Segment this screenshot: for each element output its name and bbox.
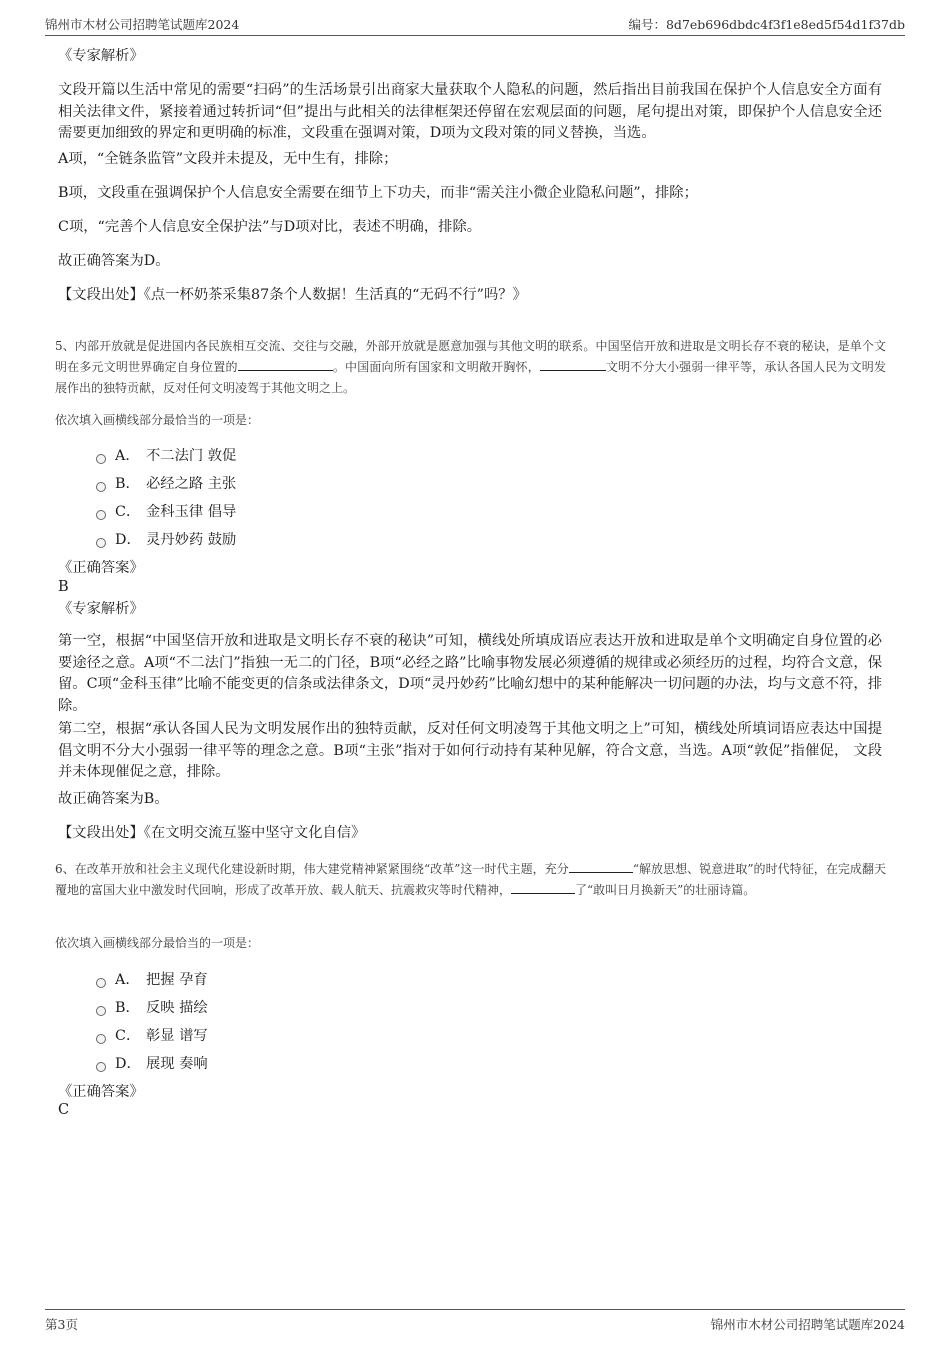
q6-option-d[interactable]: D． 展现 奏响 (96, 1052, 208, 1074)
q5-source: 【文段出处】《在文明交流互鉴中坚守文化自信》 (58, 825, 366, 841)
q5-answer: B (58, 579, 69, 595)
q5-analysis-p2: 第二空，根据“承认各国人民为文明发展作出的独特贡献，反对任何文明凌驾于其他文明之上”可知，横线处所填词语应表达中国提倡文明不分大小强弱一律平等的理念之意。B项“主张”指对于如何行动持有某种见解，符合文意，当选。A项“敦促”指催促， 文段并未体现催促之意，排除。 (58, 721, 882, 780)
q4-source: 【文段出处】《点一杯奶茶采集87条个人数据！生活真的“无码不行”吗？》 (58, 287, 527, 303)
q4-analysis-label: 《专家解析》 (58, 48, 144, 64)
q5-blank-1 (238, 358, 333, 371)
page-footer (45, 1309, 905, 1334)
q5-analysis-p3: 故正确答案为B。 (58, 791, 169, 807)
q5-option-c[interactable]: C． 金科玉律 倡导 (96, 500, 236, 522)
q5-answer-label: 《正确答案》 (58, 560, 144, 576)
q6-option-c[interactable]: C． 彰显 谱写 (96, 1024, 208, 1046)
q4-analysis-p4: C项，“完善个人信息安全保护法”与D项对比，表述不明确，排除。 (58, 219, 482, 235)
page-number: 第3页 (45, 1317, 78, 1332)
q5-analysis-p1: 第一空，根据“中国坚信开放和进取是文明长存不衰的秘诀”可知，横线处所填成语应表达开放和进取是单个文明确定自身位置的必要途径之意。A项“不二法门”指独一无二的门径，B项“必经之路”比喻事物发展必须遵循的规律或必须经历的过程，均符合文意，保留。C项“金科玉律”比喻不能变更的信条或法律条文，D项“灵丹妙药”比喻幻想中的某种能解决一切问题的办法，均与文意不符，排除。 (58, 633, 882, 714)
q4-analysis-p3: B项，文段重在强调保护个人信息安全需要在细节上下功夫，而非“需关注小微企业隐私问题”，排除； (58, 185, 698, 201)
q5-instruction: 依次填入画横线部分最恰当的一项是： (55, 413, 260, 427)
q4-analysis-p1: 文段开篇以生活中常见的需要“扫码”的生活场景引出商家大量获取个人隐私的问题，然后指出目前我国在保护个人信息安全方面有相关法律文件，紧接着通过转折词“但”提出与此相关的法律框架还停留在宏观层面的问题，尾句提出对策，即保护个人信息安全还需要更加细致的界定和更明确的标准，文段重在强调对策，D项为文段对策的同义替换，当选。 (58, 82, 882, 141)
q6-stem: 6、在改革开放和社会主义现代化建设新时期，伟大建党精神紧紧围绕“改革”这一时代主题，充分 “解放思想、锐意进取”的时代特征，在完成翻天覆地的富国大业中激发时代回响，形成了改革开放、载人航天、抗震救灾等时代精神， 了“敢叫日月换新天”的壮丽诗篇。 (55, 862, 886, 897)
q5-analysis-label: 《专家解析》 (58, 601, 144, 617)
radio-icon[interactable] (96, 1006, 106, 1016)
radio-icon[interactable] (96, 1034, 106, 1044)
radio-icon[interactable] (96, 1062, 106, 1072)
header-title: 锦州市木材公司招聘笔试题库2024 (45, 17, 240, 32)
q6-answer-label: 《正确答案》 (58, 1084, 144, 1100)
q6-blank-2 (511, 881, 575, 894)
q4-analysis-p2: A项，“全链条监管”文段并未提及，无中生有，排除； (58, 151, 398, 167)
q5-option-b[interactable]: B． 必经之路 主张 (96, 472, 236, 494)
q5-stem: 5、内部开放就是促进国内各民族相互交流、交往与交融，外部开放就是愿意加强与其他文明的联系。中国坚信开放和进取是文明长存不衰的秘诀，是单个文明在多元文明世界确定自身位置的 。中国面向所有国家和文明敞开胸怀， 文明不分大小强弱一律平等，承认各国人民为文明发展作出的独特贡献，反对任何文明凌驾于其他文明之上。 (55, 339, 886, 395)
footer-title: 锦州市木材公司招聘笔试题库2024 (710, 1317, 905, 1332)
radio-icon[interactable] (96, 482, 106, 492)
q4-analysis-p5: 故正确答案为D。 (58, 253, 170, 269)
document-number: 编号：8d7eb696dbdc4f3f1e8ed5f54d1f37db (628, 17, 905, 32)
page-header (45, 13, 905, 36)
q6-option-b[interactable]: B． 反映 描绘 (96, 996, 208, 1018)
radio-icon[interactable] (96, 510, 106, 520)
q6-option-a[interactable]: A． 把握 孕育 (96, 968, 208, 990)
q6-instruction: 依次填入画横线部分最恰当的一项是： (55, 936, 260, 950)
q6-answer: C (58, 1102, 70, 1118)
q5-blank-2 (540, 358, 606, 371)
radio-icon[interactable] (96, 538, 106, 548)
q5-option-a[interactable]: A． 不二法门 敦促 (96, 444, 236, 466)
q5-option-d[interactable]: D． 灵丹妙药 鼓励 (96, 528, 236, 550)
q6-blank-1 (569, 860, 633, 873)
radio-icon[interactable] (96, 454, 106, 464)
radio-icon[interactable] (96, 978, 106, 988)
